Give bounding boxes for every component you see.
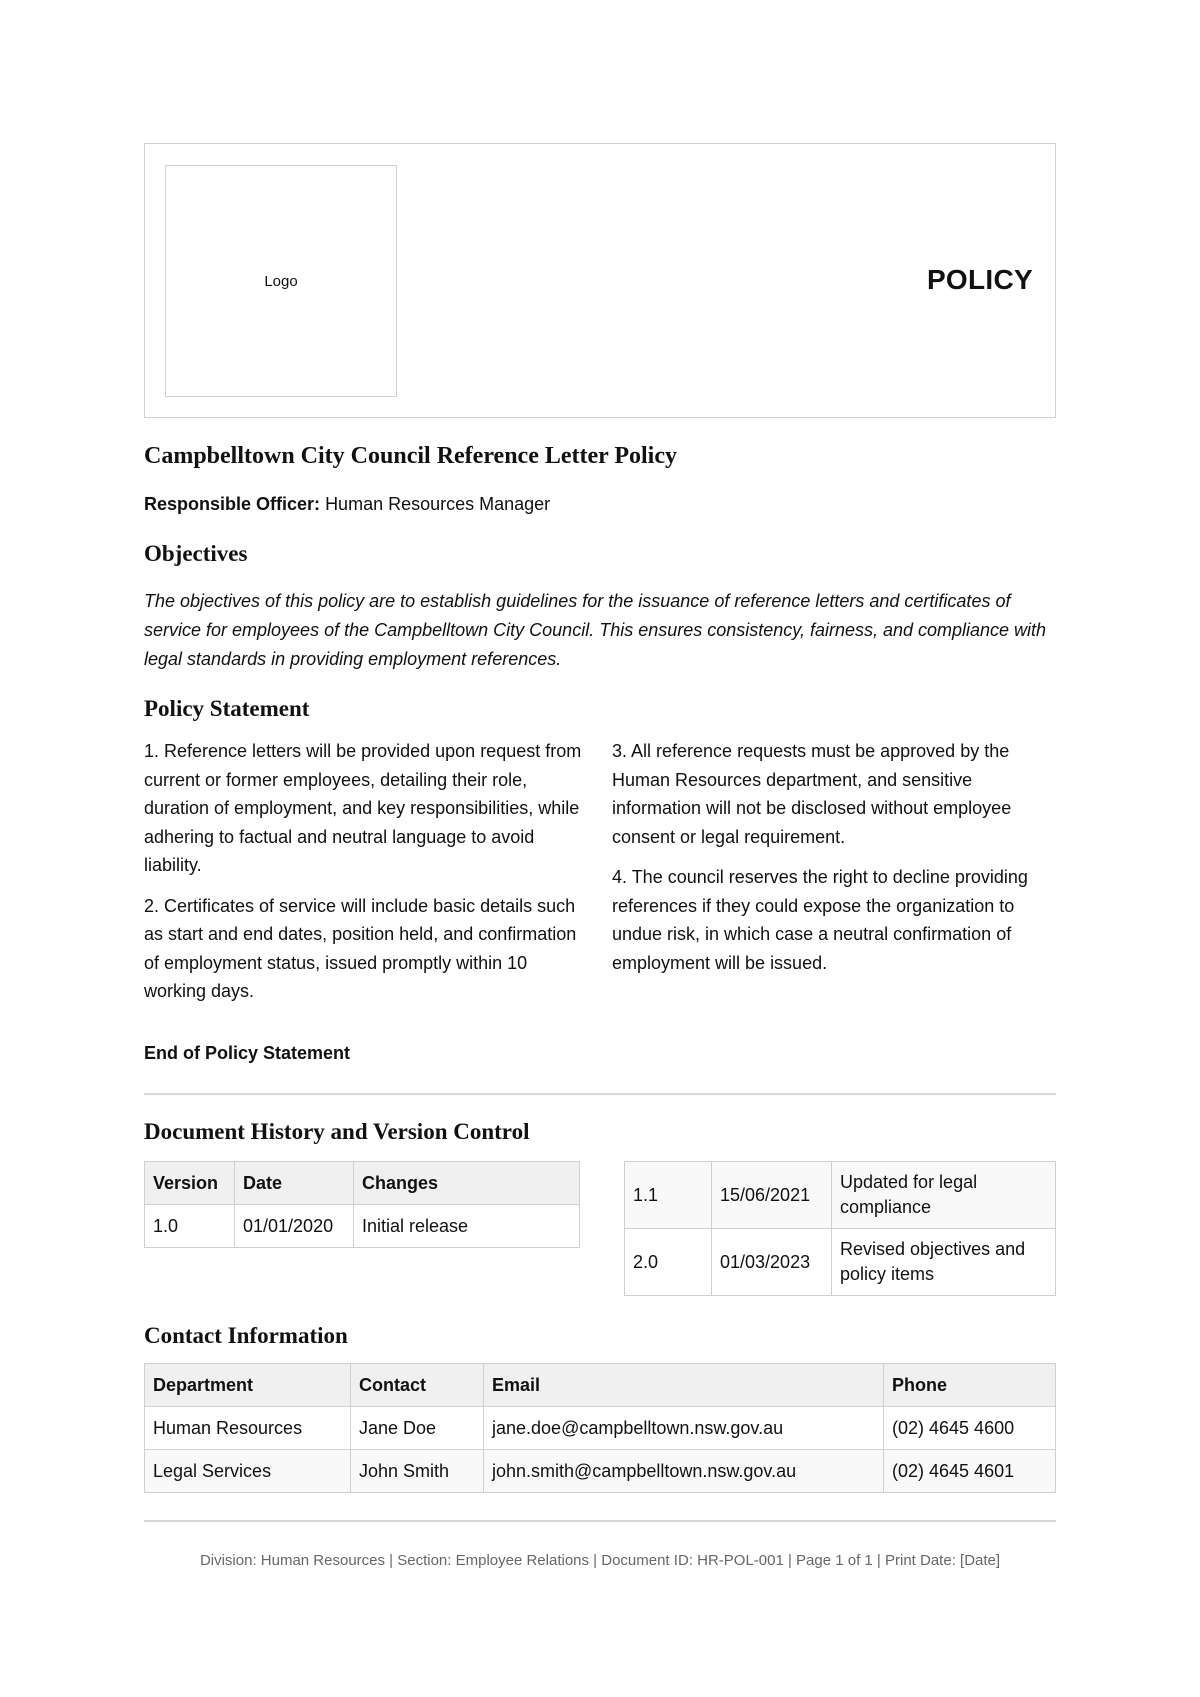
objectives-heading: Objectives [144, 541, 248, 566]
version-cell: 1.0 [145, 1205, 235, 1248]
contact-cell: John Smith [351, 1450, 484, 1493]
changes-cell: Updated for legal compliance [832, 1162, 1056, 1229]
table-row [145, 1407, 1056, 1450]
changes-cell: Initial release [354, 1205, 580, 1248]
email-cell: jane.doe@campbelltown.nsw.gov.au [484, 1407, 884, 1450]
document-footer: Division: Human Resources | Section: Employee Relations | Document ID: HR-POL-001 | Page 1 of 1 | Print Date: [Date] [199, 1552, 1001, 1569]
document-type-label: POLICY [926, 264, 1033, 295]
responsible-officer-label: Responsible Officer: [144, 494, 321, 514]
policy-item: 4. The council reserves the right to decline providing references if they could expose the organization to undue risk, in which case a neutral confirmation of employment will be issued. [612, 867, 1028, 973]
contact-table [144, 1363, 1056, 1493]
version-history-table-continued [624, 1161, 1056, 1296]
column-header-phone: Phone [884, 1364, 1056, 1407]
table-row [145, 1450, 1056, 1493]
email-cell: john.smith@campbelltown.nsw.gov.au [484, 1450, 884, 1493]
objectives-text: The objectives of this policy are to establish guidelines for the issuance of reference letters and certificates of service for employees of the Campbelltown City Council. This ensures consistency, fairness, and compliance with legal standards in providing employment references. [144, 591, 1047, 669]
document-header [144, 143, 1056, 418]
column-header-version: Version [145, 1162, 235, 1205]
contact-cell: Jane Doe [351, 1407, 484, 1450]
column-header-date: Date [235, 1162, 354, 1205]
responsible-officer [144, 494, 550, 515]
policy-item: 3. All reference requests must be approved by the Human Resources department, and sensitive information will not be disclosed without employee consent or legal requirement. [612, 741, 1012, 847]
table-header-row [145, 1364, 1056, 1407]
table-row [625, 1162, 1056, 1229]
logo-placeholder [165, 165, 397, 397]
section-divider [144, 1093, 1056, 1095]
column-header-changes: Changes [354, 1162, 580, 1205]
version-history-table [144, 1161, 580, 1248]
changes-cell: Revised objectives and policy items [832, 1229, 1056, 1296]
table-row [625, 1229, 1056, 1296]
policy-item: 2. Certificates of service will include basic details such as start and end dates, position held, and confirmation of employment status, issued promptly within 10 working days. [144, 895, 577, 1001]
date-cell: 01/03/2023 [712, 1229, 832, 1296]
column-header-email: Email [484, 1364, 884, 1407]
column-header-department: Department [145, 1364, 351, 1407]
date-cell: 01/01/2020 [235, 1205, 354, 1248]
date-cell: 15/06/2021 [712, 1162, 832, 1229]
document-history-heading: Document History and Version Control [144, 1119, 530, 1144]
logo-label: Logo [264, 272, 298, 290]
responsible-officer-value: Human Resources Manager [325, 494, 551, 514]
policy-statement-heading: Policy Statement [144, 696, 310, 721]
table-header-row [145, 1162, 580, 1205]
document-page [144, 143, 1056, 1569]
phone-cell: (02) 4645 4601 [884, 1450, 1056, 1493]
column-header-contact: Contact [351, 1364, 484, 1407]
version-cell: 2.0 [625, 1229, 712, 1296]
page-title: Campbelltown City Council Reference Letter Policy [144, 443, 678, 469]
table-row [145, 1205, 580, 1248]
footer-divider [144, 1520, 1056, 1522]
version-cell: 1.1 [625, 1162, 712, 1229]
department-cell: Human Resources [145, 1407, 351, 1450]
contact-information-heading: Contact Information [144, 1323, 348, 1348]
phone-cell: (02) 4645 4600 [884, 1407, 1056, 1450]
policy-item: 1. Reference letters will be provided upon request from current or former employees, detailing their role, duration of employment, and key responsibilities, while adhering to factual and neutral language to avoid liability. [144, 741, 582, 875]
policy-statement-columns [144, 737, 1056, 1018]
department-cell: Legal Services [145, 1450, 351, 1493]
policy-column-right [612, 737, 1056, 1018]
end-of-policy-label: End of Policy Statement [144, 1043, 351, 1063]
policy-column-left [144, 737, 584, 1018]
